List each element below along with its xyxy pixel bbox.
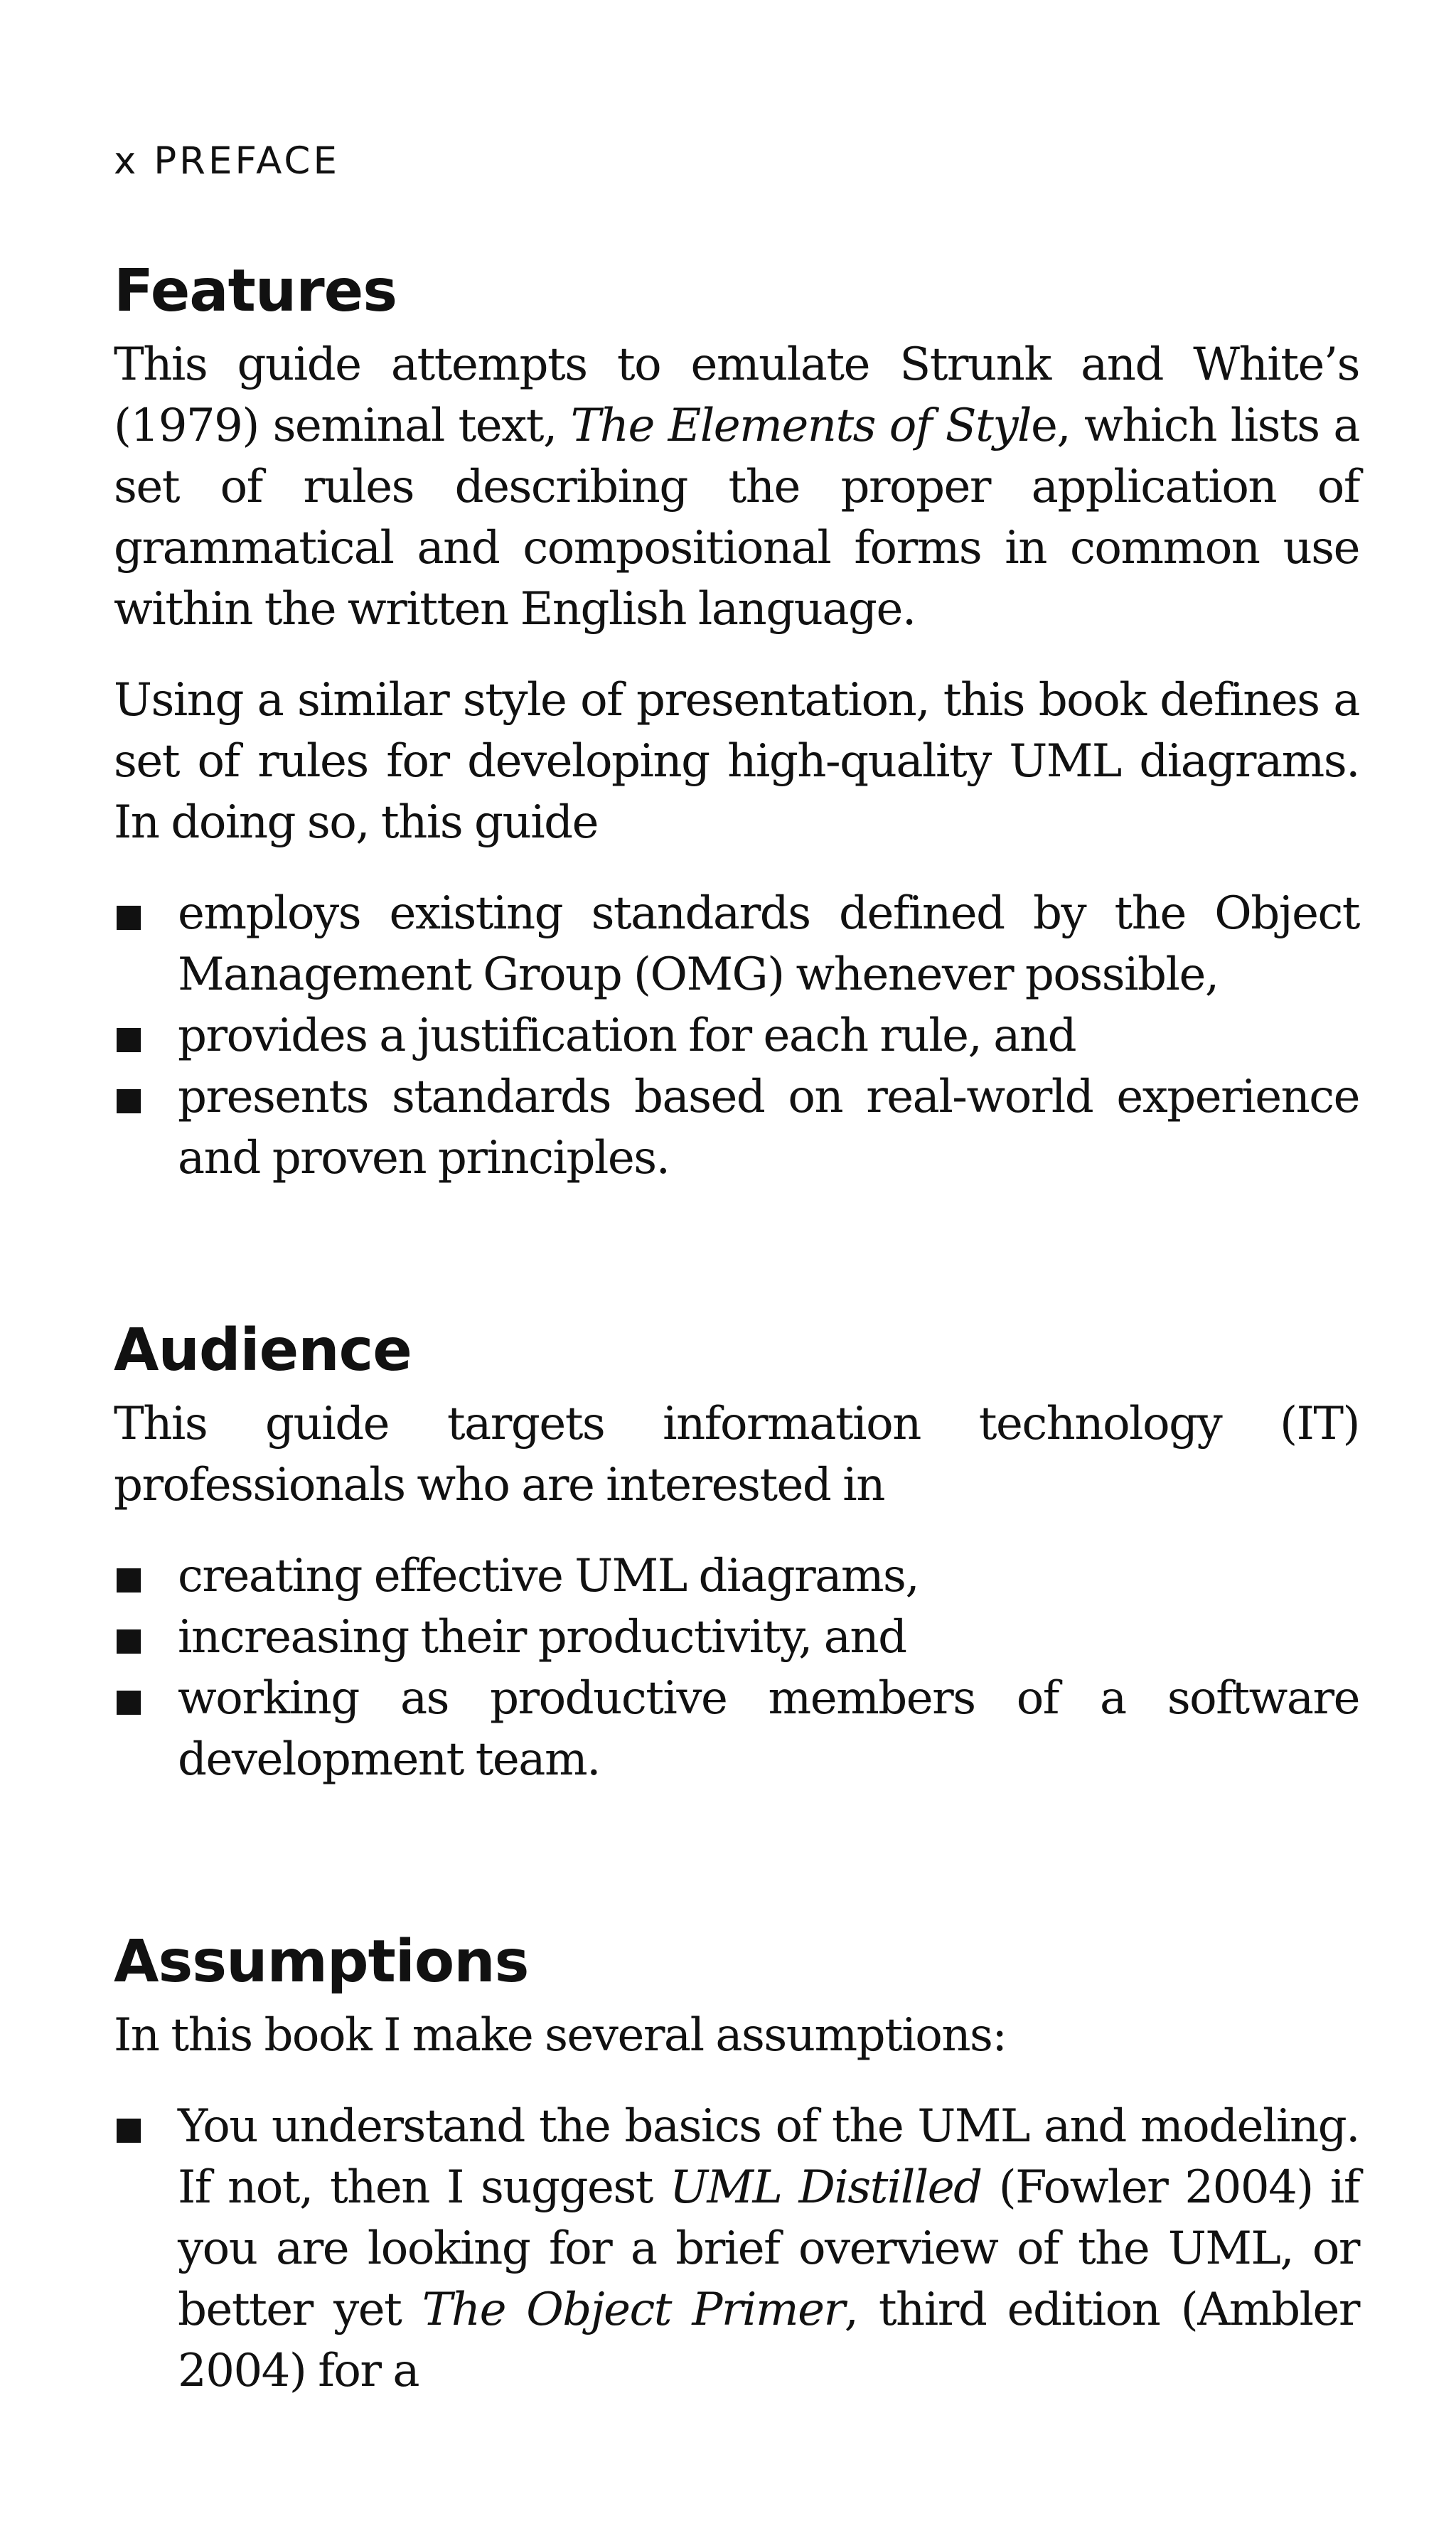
list-item-text: working as productive members of a software development team. [178, 1672, 1359, 1786]
list-item [114, 883, 1359, 1005]
assumptions-heading: Assumptions [114, 1928, 529, 1996]
square-bullet-icon [117, 1089, 141, 1113]
book-title-uml-distilled: UML Distilled [669, 2161, 982, 2214]
assumptions-item-text-b: (Fowler 2004) if you are looking for a brief overview of the UML, or better yet [178, 2161, 1360, 2336]
square-bullet-icon [117, 1028, 141, 1052]
features-section [114, 249, 1359, 1189]
square-bullet-icon [117, 1568, 141, 1592]
features-paragraph-2: Using a similar style of presentation, this book defines a set of rules for developing high-quality UML diagrams. In doing so, this guide [114, 674, 1359, 849]
list-item [114, 1005, 1359, 1066]
features-paragraph-1 [114, 334, 1359, 640]
square-bullet-icon [117, 906, 141, 930]
list-item-text: presents standards based on real-world experience and proven principles. [178, 1071, 1359, 1184]
list-item-text: provides a justification for each rule, and [178, 1010, 1076, 1062]
list-item [114, 1066, 1359, 1189]
list-item [114, 1607, 1359, 1668]
assumptions-list [114, 2096, 1359, 2402]
running-head: x PREFACE [114, 139, 340, 183]
audience-list [114, 1546, 1359, 1790]
list-item [114, 1668, 1359, 1790]
audience-heading: Audience [114, 1317, 412, 1384]
features-p1-book-title: The Elements of Styl [570, 400, 1031, 452]
list-item-text: creating effective UML diagrams, [178, 1550, 919, 1602]
square-bullet-icon [117, 2119, 141, 2143]
list-item [114, 1546, 1359, 1607]
list-item [114, 2096, 1359, 2402]
features-p1-text-b: e, which lists a set of rules describing the proper application of grammatical and compositional forms in common use within the written English language. [114, 400, 1360, 636]
assumptions-item-text-a: You understand the basics of the UML and modeling. If not, then I suggest [178, 2100, 1359, 2214]
assumptions-section [114, 1920, 1359, 2402]
features-list [114, 883, 1359, 1189]
assumptions-item-text-c: , third edition (Ambler 2004) for a [178, 2284, 1360, 2397]
list-item-text: employs existing standards defined by the Object Management Group (OMG) whenever possible, [178, 887, 1359, 1001]
list-item-text: increasing their productivity, and [178, 1611, 906, 1664]
audience-section [114, 1308, 1359, 1790]
features-heading: Features [114, 257, 397, 325]
square-bullet-icon [117, 1691, 141, 1715]
assumptions-paragraph-1: In this book I make several assumptions: [114, 2009, 1007, 2062]
features-p1-text-a: This guide attempts to emulate Strunk and White’s (1979) seminal text, [114, 338, 1359, 452]
square-bullet-icon [117, 1629, 141, 1654]
book-title-object-primer: The Object Primer [422, 2284, 845, 2336]
audience-paragraph-1: This guide targets information technology (IT) professionals who are interested in [114, 1398, 1359, 1511]
